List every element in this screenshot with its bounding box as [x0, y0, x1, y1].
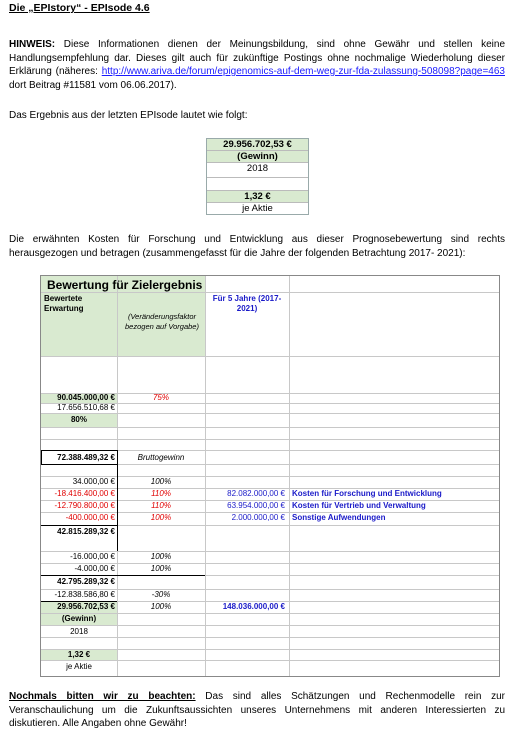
- row-sonstige-sum: 2.000.000,00 €: [231, 513, 285, 522]
- grid-line: [41, 427, 499, 428]
- row-research-value: -18.416.400,00 €: [54, 489, 115, 498]
- row-90m-value: 90.045.000,00 €: [57, 393, 115, 402]
- costs-intro: Die erwähnten Kosten für Forschung und Entwicklung aus dieser Prognosebewertung sind rechts herausgezogen und betragen (zusammengefasst für die Jahre der folgenden Betrachtung 2017- 2021):: [9, 234, 505, 259]
- grid-line: [41, 660, 499, 661]
- result-intro: Das Ergebnis aus der letzten EPIsode lautet wie folgt:: [9, 110, 248, 121]
- row-per-share: 1,32 €: [67, 650, 91, 659]
- row-80pct: 80%: [70, 415, 87, 424]
- result-spacer: [207, 178, 308, 191]
- result-per-share: 1,32 €: [207, 191, 308, 203]
- row-research-pct: 110%: [151, 489, 171, 498]
- forum-link[interactable]: http://www.ariva.de/forum/epigenomics-auf-dem-weg-zur-fda-zulassung-508098?page=463: [101, 66, 505, 77]
- col1-header: Bewertete Erwartung: [44, 294, 84, 313]
- grid-line: [41, 439, 499, 440]
- col3-header: Für 5 Jahre (2017-2021): [212, 294, 282, 313]
- row-tax-pct: -30%: [151, 590, 171, 599]
- row-4k-pct: 100%: [150, 564, 172, 573]
- footer-label: Nochmals bitten wir zu beachten:: [9, 691, 196, 702]
- border-line: [41, 525, 117, 526]
- row-per-share-label: je Aktie: [66, 662, 92, 671]
- border-line: [41, 575, 205, 576]
- grid-line: [41, 413, 499, 414]
- row-4k-value: -4.000,00 €: [74, 564, 115, 573]
- row-vertrieb-label: Kosten für Vertrieb und Verwaltung: [292, 501, 426, 510]
- row-research-label: Kosten für Forschung und Entwicklung: [292, 489, 442, 498]
- row-gewinn-label: (Gewinn): [61, 614, 97, 623]
- grid-line: [41, 625, 499, 626]
- row-vertrieb-sum: 63.954.000,00 €: [227, 501, 285, 510]
- border-line: [41, 464, 117, 465]
- row-year: 2018: [70, 627, 88, 636]
- row-sonstige-value: -400.000,00 €: [65, 513, 115, 522]
- row-34k-pct: 100%: [150, 477, 172, 486]
- row-vertrieb-pct: 110%: [151, 501, 171, 510]
- row-bruttogewinn-note: Bruttogewinn: [137, 453, 185, 462]
- row-sonstige-label: Sonstige Aufwendungen: [292, 513, 386, 522]
- valuation-sheet: [40, 275, 500, 677]
- footer-text: Das sind alles Schätzungen und Rechenmodelle rein zur Veranschaulichung um die Zukunftsaussichten unseres Unternehmens mit anderen Interessierten zu diskutieren. Alle Angaben ohne Gewähr!: [9, 691, 505, 729]
- row-16k-pct: 100%: [150, 552, 172, 561]
- grid-line: [41, 637, 499, 638]
- document-title: Die „EPIstory“ - EPIsode 4.6: [9, 2, 150, 14]
- sheet-title: Bewertung für Zielergebnis: [47, 278, 203, 292]
- result-per-share-label: je Aktie: [242, 203, 273, 214]
- row-34k-value: 34.000,00 €: [72, 477, 115, 486]
- row-17m-value: 17.656.510,68 €: [57, 403, 115, 412]
- col2-header: (Veränderungsfaktor bezogen auf Vorgabe): [125, 312, 199, 331]
- row-research-sum: 82.082.000,00 €: [227, 489, 285, 498]
- row-90m-pct: 75%: [152, 393, 169, 402]
- row-16k-value: -16.000,00 €: [70, 552, 115, 561]
- hinweis-label: HINWEIS:: [9, 39, 56, 50]
- hinweis-paragraph: [9, 38, 505, 92]
- row-bruttogewinn-value: 72.388.489,32 €: [57, 453, 115, 462]
- row-gewinn-pct: 100%: [150, 602, 172, 611]
- row-vertrieb-value: -12.790.800,00 €: [54, 501, 115, 510]
- row-42m-value: 42.815.289,32 €: [57, 527, 115, 536]
- row-sonstige-pct: 100%: [150, 513, 172, 522]
- result-value: 29.956.702,53 €: [207, 139, 308, 151]
- row-gewinn-value: 29.956.702,53 €: [57, 602, 115, 611]
- hinweis-text: Diese Informationen dienen der Meinungsbildung, sind ohne Gewähr und stellen keine Handlungsempfehlung dar. Dieses gilt auch für zukünftige Postings ohne nochmalige Wiederholung dieser Erklärung (näheres:: [9, 39, 505, 77]
- row-tax-value: -12.838.586,80 €: [54, 590, 115, 599]
- footer-paragraph: [9, 690, 505, 731]
- result-gewinn: (Gewinn): [207, 151, 308, 163]
- result-year: 2018: [207, 163, 308, 178]
- border-line: [41, 450, 117, 451]
- hinweis-text-end: dort Beitrag #11581 vom 06.06.2017).: [9, 79, 177, 91]
- grid-line: [41, 356, 499, 357]
- grid-line: [41, 292, 499, 293]
- row-total-sum: 148.036.000,00 €: [222, 602, 285, 611]
- result-box: [206, 138, 309, 215]
- row-before-tax-value: 42.795.289,32 €: [57, 577, 115, 586]
